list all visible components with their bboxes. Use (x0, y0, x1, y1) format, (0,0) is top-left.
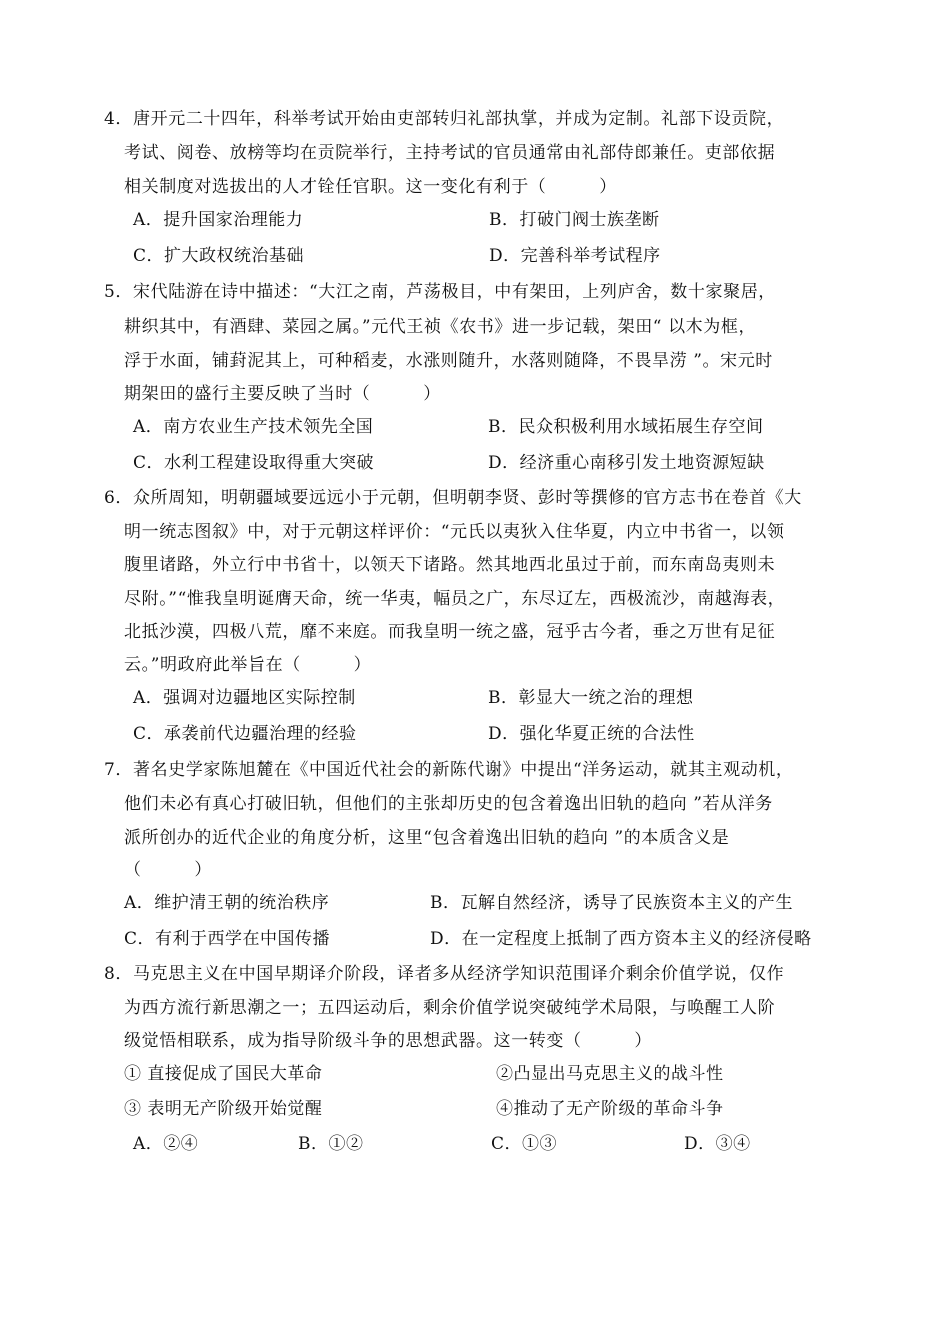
q5-option-c: C．水利工程建设取得重大突破 (133, 453, 375, 473)
q8-option-a: A．②④ (133, 1134, 199, 1154)
q7-option-d: D．在一定程度上抵制了西方资本主义的经济侵略 (430, 929, 812, 949)
q7-line-1: 7．著名史学家陈旭麓在《中国近代社会的新陈代谢》中提出“洋务运动，就其主观动机， (104, 760, 794, 780)
q4-option-c: C．扩大政权统治基础 (133, 246, 305, 266)
q8-option-d: D．③④ (684, 1134, 751, 1154)
q5-line-1: 5．宋代陆游在诗中描述：“大江之南，芦荡极目，中有架田，上列庐舍，数十家聚居， (104, 282, 776, 302)
q5-option-a: A．南方农业生产技术领先全国 (133, 417, 374, 437)
q6-line-3: 腹里诸路，外立行中书省十，以领天下诸路。然其地西北虽过于前，而东南岛夷则未 (124, 555, 776, 575)
q7-option-c: C．有利于西学在中国传播 (124, 929, 331, 949)
q5-option-b: B．民众积极利用水域拓展生存空间 (488, 417, 764, 437)
q6-line-1: 6．众所周知，明朝疆域要远远小于元朝，但明朝李贤、彭时等撰修的官方志书在卷首《大 (104, 488, 802, 508)
q8-line-2: 为西方流行新思潮之一；五四运动后，剩余价值学说突破纯学术局限，与唤醒工人阶 (124, 998, 776, 1018)
q7-line-2: 他们未必有真心打破旧轨，但他们的主张却历史的包含着逸出旧轨的趋向 ”若从洋务 (124, 794, 773, 814)
q4-option-b: B．打破门阀士族垄断 (489, 210, 660, 230)
q8-line-3: 级觉悟相联系，成为指导阶级斗争的思想武器。这一转变（ ） (124, 1031, 652, 1051)
q6-line-5: 北抵沙漠，四极八荒，靡不来庭。而我皇明一统之盛，冠乎古今者，垂之万世有足征 (124, 622, 776, 642)
q4-option-d: D．完善科举考试程序 (489, 246, 661, 266)
q6-line-4: 尽附。”“惟我皇明诞膺天命，统一华夷，幅员之广，东尽辽左，西极流沙，南越海表， (124, 589, 786, 609)
q8-statement-4: ④推动了无产阶级的革命斗争 (496, 1099, 724, 1119)
q8-statement-2: ②凸显出马克思主义的战斗性 (496, 1064, 724, 1084)
q4-line-3: 相关制度对选拔出的人才铨任官职。这一变化有利于（ ） (124, 177, 617, 197)
q4-line-1: 4．唐开元二十四年，科举考试开始由吏部转归礼部执掌，并成为定制。礼部下设贡院， (104, 109, 785, 129)
q5-line-3: 浮于水面，铺葑泥其上，可种稻麦，水涨则随升，水落则随降，不畏旱涝 ”。宋元时 (124, 351, 773, 371)
q4-line-2: 考试、阅卷、放榜等均在贡院举行，主持考试的官员通常由礼部侍郎兼任。吏部依据 (124, 143, 776, 163)
q8-line-1: 8．马克思主义在中国早期译介阶段，译者多从经济学知识范围译介剩余价值学说，仅作 (104, 964, 785, 984)
q7-line-4: （ ） (124, 860, 212, 880)
q8-statement-1: ① 直接促成了国民大革命 (124, 1064, 323, 1084)
q5-line-2: 耕织其中，有酒肆、菜园之属。”元代王祯《农书》进一步记载，架田“ 以木为框， (124, 317, 757, 337)
q8-option-b: B．①② (298, 1134, 364, 1154)
q5-line-4: 期架田的盛行主要反映了当时（ ） (124, 384, 441, 404)
q6-option-b: B．彰显大一统之治的理想 (488, 688, 694, 708)
q4-option-a: A．提升国家治理能力 (133, 210, 304, 230)
q7-option-a: A．维护清王朝的统治秩序 (124, 893, 330, 913)
q5-option-d: D．经济重心南移引发土地资源短缺 (488, 453, 765, 473)
q7-option-b: B．瓦解自然经济，诱导了民族资本主义的产生 (430, 893, 793, 913)
q6-option-d: D．强化华夏正统的合法性 (488, 724, 695, 744)
q6-option-c: C．承袭前代边疆治理的经验 (133, 724, 357, 744)
q6-line-2: 明一统志图叙》中，对于元朝这样评价：“元氏以夷狄入住华夏，内立中书省一，以领 (124, 522, 785, 542)
q6-line-6: 云。”明政府此举旨在（ ） (124, 655, 372, 675)
q8-option-c: C．①③ (491, 1134, 558, 1154)
q7-line-3: 派所创办的近代企业的角度分析，这里“包含着逸出旧轨的趋向 ”的本质含义是 (124, 828, 730, 848)
q8-statement-3: ③ 表明无产阶级开始觉醒 (124, 1099, 323, 1119)
q6-option-a: A．强调对边疆地区实际控制 (133, 688, 356, 708)
